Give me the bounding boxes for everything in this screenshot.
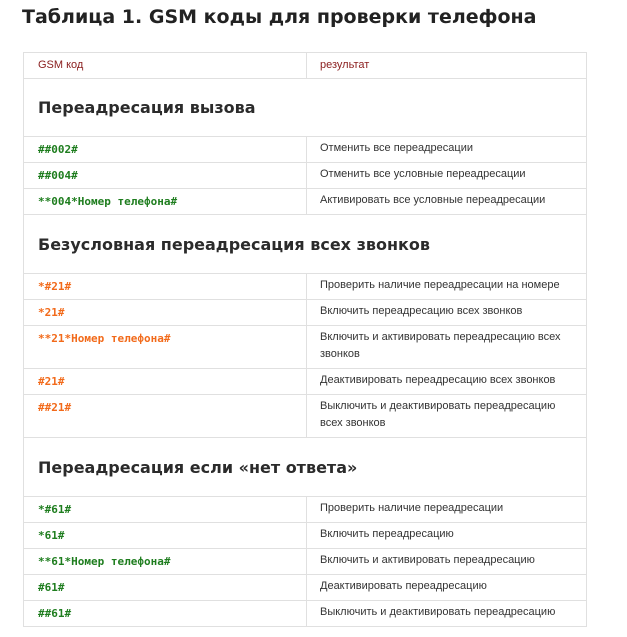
table-row <box>24 189 587 215</box>
table-row <box>24 395 587 438</box>
table-row <box>24 523 587 549</box>
table-header-row <box>24 53 587 79</box>
table-row <box>24 326 587 369</box>
table-row <box>24 300 587 326</box>
section-heading-row <box>24 79 587 137</box>
code-result: Включить и активировать переадресацию <box>307 549 587 575</box>
section-heading: Переадресация если «нет ответа» <box>24 438 587 497</box>
column-header-code: GSM код <box>24 53 307 79</box>
gsm-code: ##004# <box>24 163 307 189</box>
gsm-code: *#21# <box>24 274 307 300</box>
code-result: Выключить и деактивировать переадресацию всех звонков <box>307 395 587 438</box>
table-row <box>24 369 587 395</box>
code-result: Отменить все условные переадресации <box>307 163 587 189</box>
table-row <box>24 274 587 300</box>
gsm-code: #61# <box>24 575 307 601</box>
gsm-code: *61# <box>24 523 307 549</box>
code-result: Проверить наличие переадресации на номере <box>307 274 587 300</box>
gsm-code: *21# <box>24 300 307 326</box>
section-heading-row <box>24 438 587 497</box>
gsm-codes-table <box>23 52 587 627</box>
code-result: Включить переадресацию всех звонков <box>307 300 587 326</box>
gsm-code: ##21# <box>24 395 307 438</box>
gsm-code: *#61# <box>24 497 307 523</box>
gsm-code: ##61# <box>24 601 307 627</box>
gsm-code: ##002# <box>24 137 307 163</box>
gsm-code: **61*Номер телефона# <box>24 549 307 575</box>
section-heading: Безусловная переадресация всех звонков <box>24 215 587 274</box>
code-result: Включить переадресацию <box>307 523 587 549</box>
page-title: Таблица 1. GSM коды для проверки телефона <box>22 6 537 28</box>
section-heading-row <box>24 215 587 274</box>
table-row <box>24 549 587 575</box>
column-header-result: результат <box>307 53 587 79</box>
code-result: Отменить все переадресации <box>307 137 587 163</box>
code-result: Выключить и деактивировать переадресацию <box>307 601 587 627</box>
code-result: Деактивировать переадресацию всех звонков <box>307 369 587 395</box>
code-result: Активировать все условные переадресации <box>307 189 587 215</box>
table-row <box>24 137 587 163</box>
code-result: Проверить наличие переадресации <box>307 497 587 523</box>
table-row <box>24 601 587 627</box>
table-row <box>24 163 587 189</box>
table-row <box>24 497 587 523</box>
table-row <box>24 575 587 601</box>
gsm-code: #21# <box>24 369 307 395</box>
gsm-code: **004*Номер телефона# <box>24 189 307 215</box>
gsm-code: **21*Номер телефона# <box>24 326 307 369</box>
code-result: Деактивировать переадресацию <box>307 575 587 601</box>
section-heading: Переадресация вызова <box>24 79 587 137</box>
code-result: Включить и активировать переадресацию всех звонков <box>307 326 587 369</box>
